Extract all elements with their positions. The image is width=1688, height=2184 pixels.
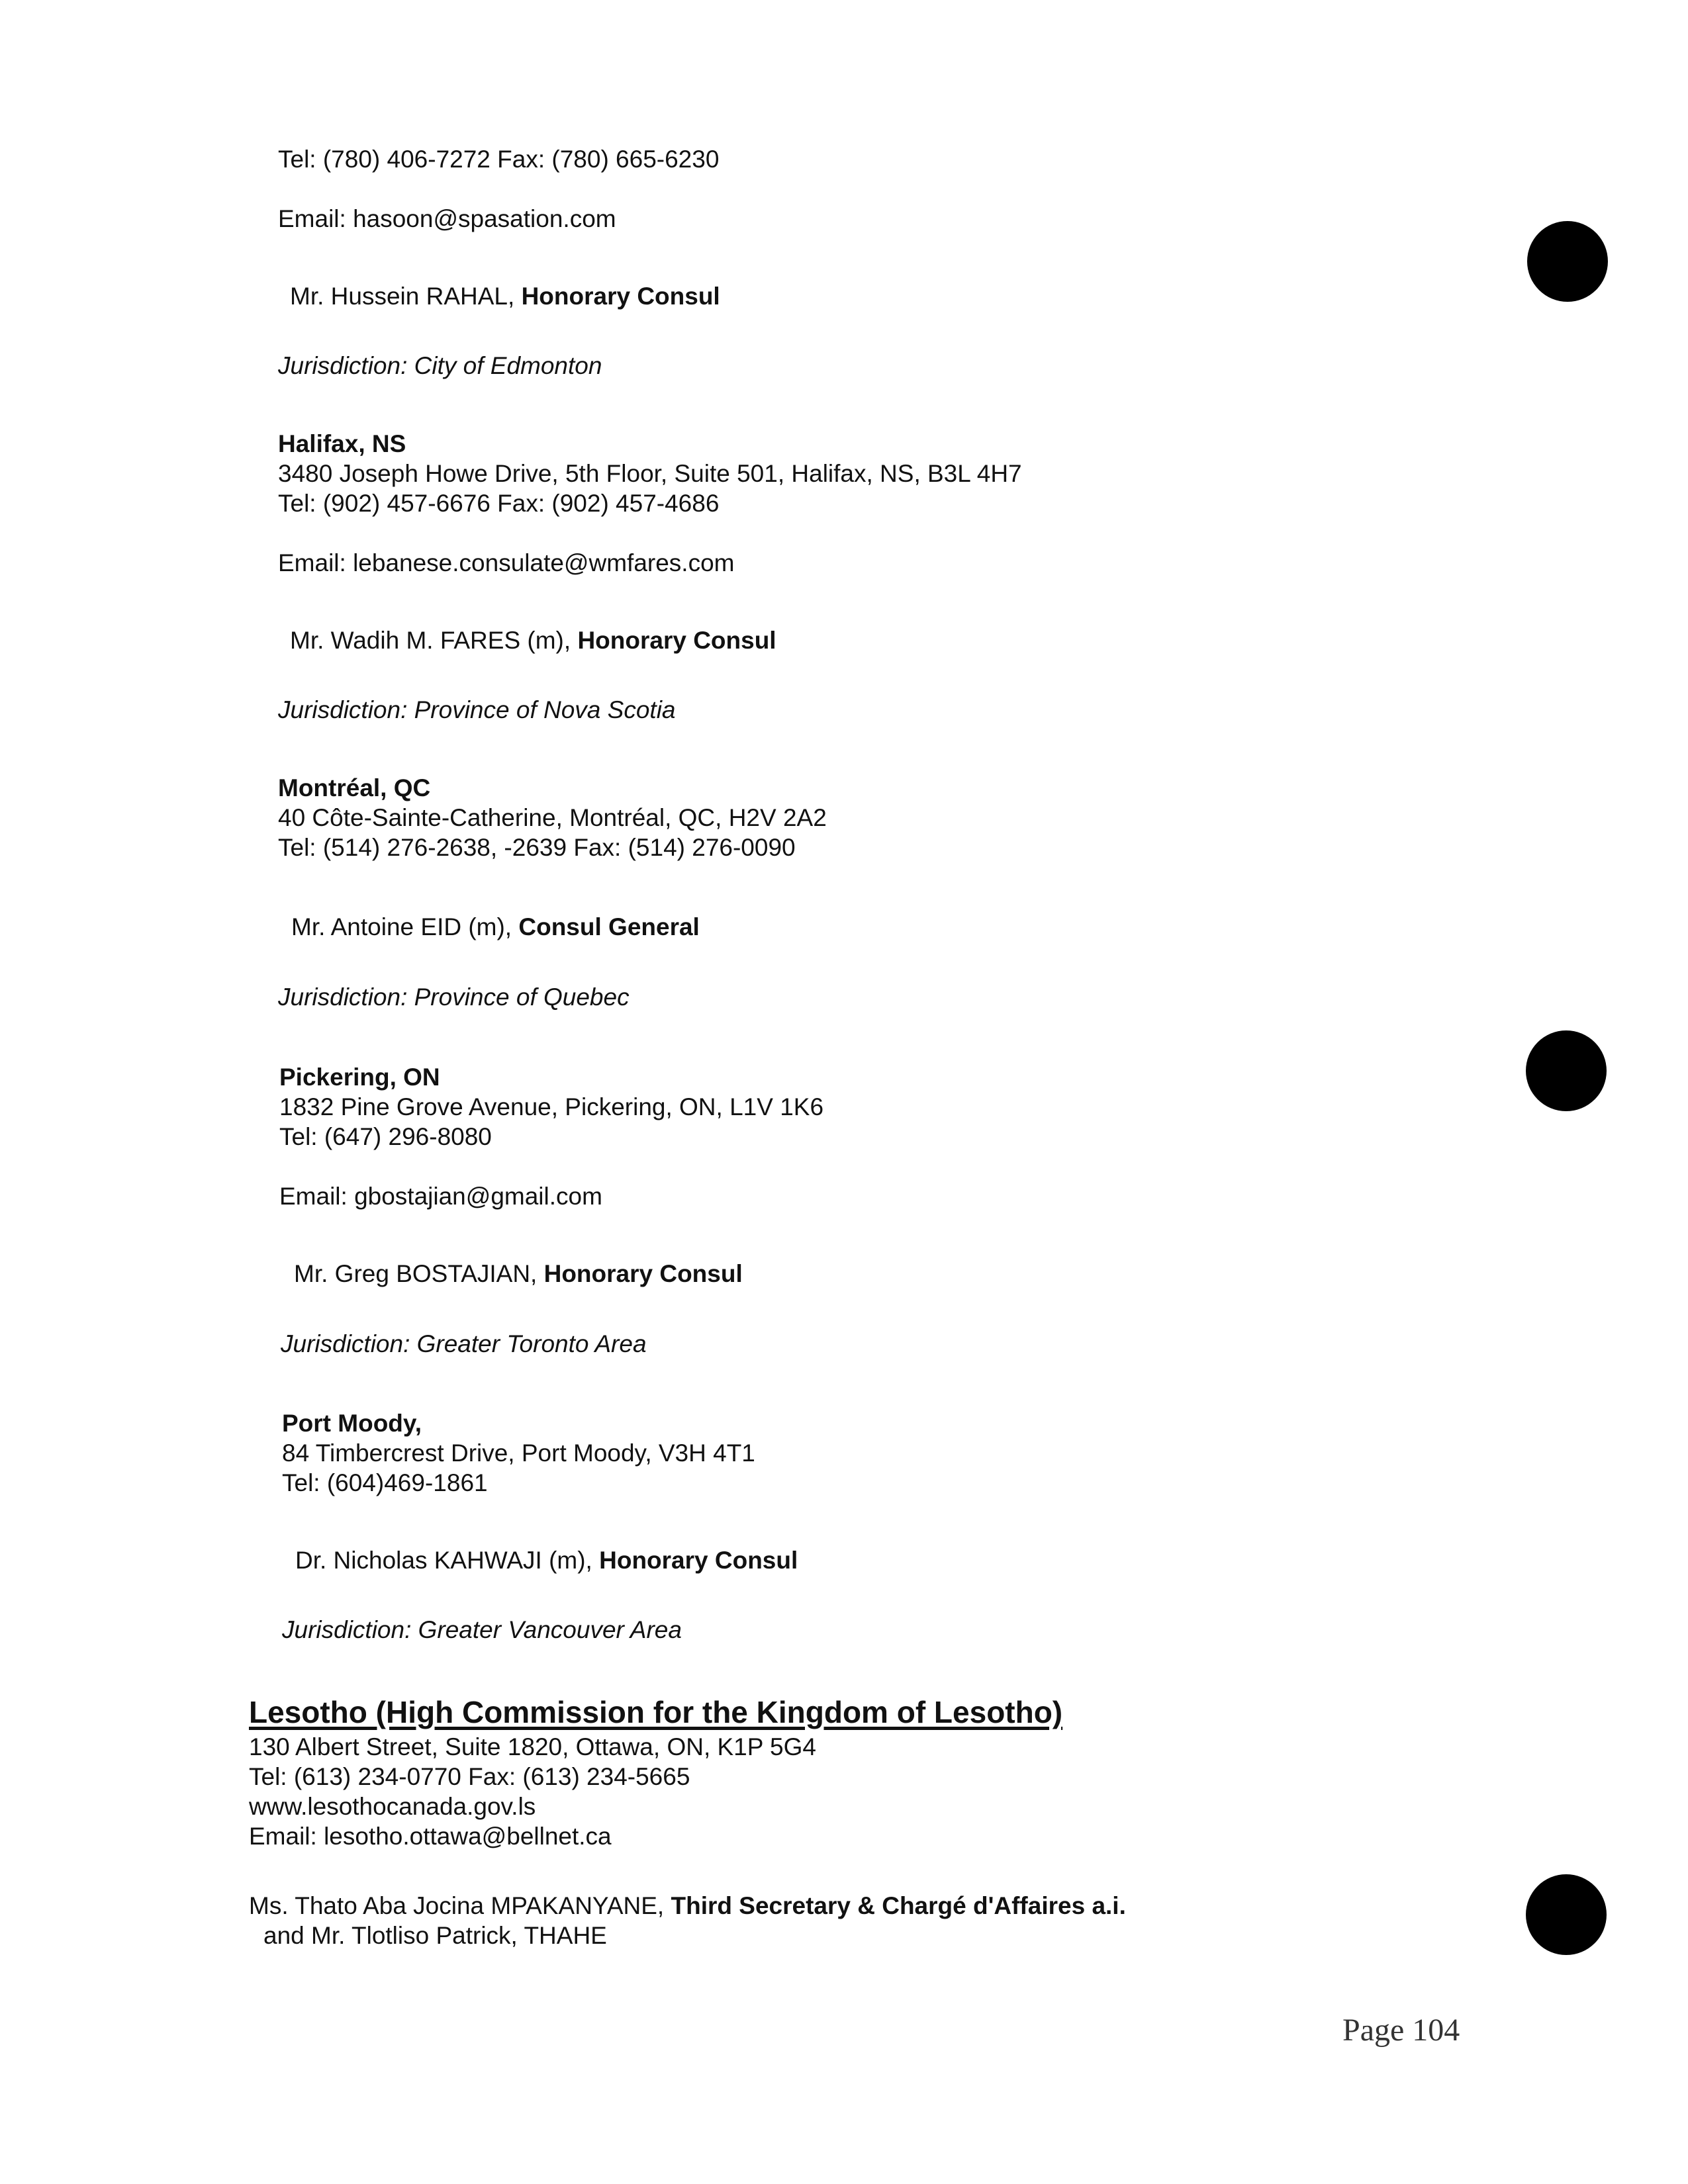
montreal-address: 40 Côte-Sainte-Catherine, Montréal, QC, H2V 2A2 — [278, 804, 827, 831]
port-moody-jurisdiction: Jurisdiction: Greater Vancouver Area — [282, 1616, 682, 1643]
edmonton-tel-fax: Tel: (780) 406-7272 Fax: (780) 665-6230 — [278, 146, 720, 173]
contact-title: Honorary Consul — [521, 283, 720, 310]
contact-name: Mr. Wadih M. FARES (m), — [290, 627, 578, 654]
port-moody-city: Port Moody, — [282, 1410, 422, 1437]
montreal-tel-fax: Tel: (514) 276-2638, -2639 Fax: (514) 276-0090 — [278, 834, 796, 861]
port-moody-contact — [295, 1545, 798, 1576]
punch-hole — [1526, 1874, 1607, 1955]
pickering-tel: Tel: (647) 296-8080 — [279, 1123, 492, 1150]
punch-hole — [1526, 1030, 1607, 1111]
lesotho-contact — [249, 1891, 1126, 1921]
contact-title: Honorary Consul — [599, 1547, 798, 1574]
contact-name: Mr. Antoine EID (m), — [291, 913, 519, 940]
pickering-jurisdiction: Jurisdiction: Greater Toronto Area — [281, 1330, 647, 1357]
lesotho-address: 130 Albert Street, Suite 1820, Ottawa, ON, K1P 5G4 — [249, 1733, 816, 1760]
edmonton-jurisdiction: Jurisdiction: City of Edmonton — [278, 352, 602, 379]
halifax-tel-fax: Tel: (902) 457-6676 Fax: (902) 457-4686 — [278, 490, 720, 517]
halifax-contact — [290, 625, 776, 656]
port-moody-tel: Tel: (604)469-1861 — [282, 1469, 488, 1496]
pickering-email: Email: gbostajian@gmail.com — [279, 1183, 602, 1210]
halifax-address: 3480 Joseph Howe Drive, 5th Floor, Suite 501, Halifax, NS, B3L 4H7 — [278, 460, 1022, 487]
edmonton-email: Email: hasoon@spasation.com — [278, 205, 616, 232]
port-moody-address: 84 Timbercrest Drive, Port Moody, V3H 4T1 — [282, 1439, 755, 1467]
page-number: Page 104 — [1342, 2013, 1460, 2048]
contact-title: Honorary Consul — [543, 1260, 743, 1287]
lesotho-website: www.lesothocanada.gov.ls — [249, 1793, 536, 1820]
punch-hole — [1527, 221, 1608, 302]
contact-title: Honorary Consul — [577, 627, 776, 654]
contact-name: Mr. Hussein RAHAL, — [290, 283, 522, 310]
halifax-jurisdiction: Jurisdiction: Province of Nova Scotia — [278, 696, 676, 723]
montreal-jurisdiction: Jurisdiction: Province of Quebec — [278, 983, 630, 1011]
lesotho-tel-fax: Tel: (613) 234-0770 Fax: (613) 234-5665 — [249, 1763, 690, 1790]
lesotho-contact-line2: and Mr. Tlotliso Patrick, THAHE — [263, 1922, 607, 1949]
lesotho-email: Email: lesotho.ottawa@bellnet.ca — [249, 1823, 612, 1850]
contact-name: Mr. Greg BOSTAJIAN, — [294, 1260, 544, 1287]
halifax-city: Halifax, NS — [278, 430, 406, 457]
contact-title: Third Secretary & Chargé d'Affaires a.i. — [671, 1892, 1126, 1919]
contact-name: Dr. Nicholas KAHWAJI (m), — [295, 1547, 600, 1574]
pickering-address: 1832 Pine Grove Avenue, Pickering, ON, L1V 1K6 — [279, 1093, 824, 1120]
edmonton-contact — [290, 281, 720, 312]
contact-title: Consul General — [518, 913, 700, 940]
lesotho-heading: Lesotho (High Commission for the Kingdom of Lesotho) — [249, 1695, 1063, 1729]
montreal-city: Montréal, QC — [278, 774, 431, 801]
montreal-contact — [291, 912, 700, 942]
pickering-city: Pickering, ON — [279, 1064, 440, 1091]
pickering-contact — [294, 1259, 743, 1289]
contact-name: Ms. Thato Aba Jocina MPAKANYANE, — [249, 1892, 671, 1919]
halifax-email: Email: lebanese.consulate@wmfares.com — [278, 549, 735, 576]
